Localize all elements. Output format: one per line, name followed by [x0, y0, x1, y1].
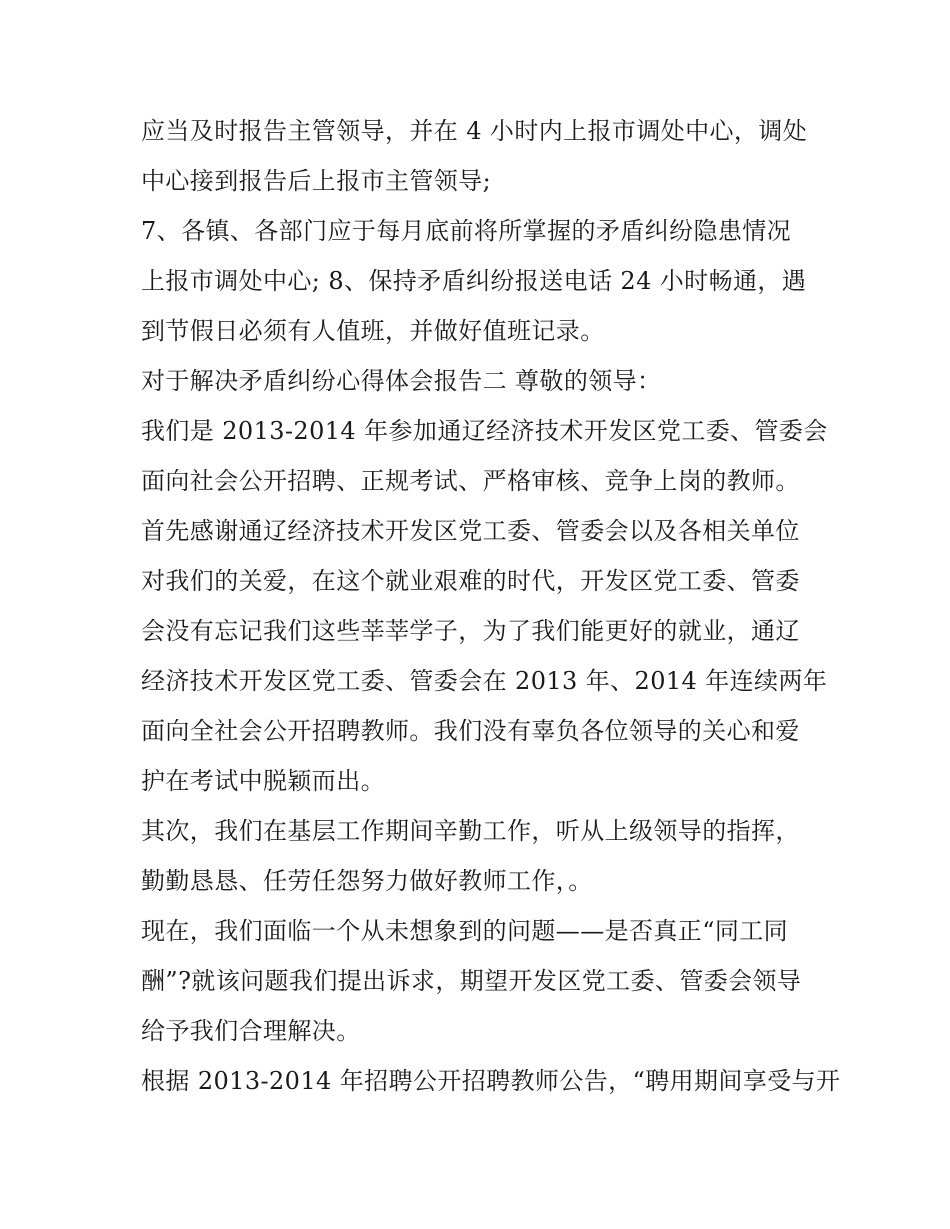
- text-line: 中心接到报告后上报市主管领导;: [141, 167, 492, 195]
- text-line: 酬”?就该问题我们提出诉求，期望开发区党工委、管委会领导: [141, 967, 802, 995]
- text-line: 7、各镇、各部门应于每月底前将所掌握的矛盾纠纷隐患情况: [141, 217, 792, 245]
- text-line: 会没有忘记我们这些莘莘学子，为了我们能更好的就业，通辽: [141, 617, 800, 645]
- text-line: 护在考试中脱颖而出。: [141, 767, 385, 795]
- text-line: 到节假日必须有人值班，并做好值班记录。: [141, 317, 605, 345]
- text-line: 根据 2013-2014 年招聘公开招聘教师公告，“聘用期间享受与开: [141, 1067, 841, 1095]
- document-body: [141, 106, 841, 1106]
- text-line: 我们是 2013-2014 年参加通辽经济技术开发区党工委、管委会: [141, 417, 828, 445]
- text-line: 经济技术开发区党工委、管委会在 2013 年、2014 年连续两年: [141, 667, 828, 695]
- text-line: 现在，我们面临一个从未想象到的问题——是否真正“同工同: [141, 917, 789, 945]
- text-line: 对我们的关爱，在这个就业艰难的时代，开发区党工委、管委: [141, 567, 800, 595]
- text-line: 上报市调处中心; 8、保持矛盾纠纷报送电话 24 小时畅通，遇: [141, 267, 807, 295]
- text-line: 应当及时报告主管领导，并在 4 小时内上报市调处中心，调处: [141, 117, 808, 145]
- text-line: 勤勤恳恳、任劳任怨努力做好教师工作，。: [141, 867, 593, 895]
- text-line: 首先感谢通辽经济技术开发区党工委、管委会以及各相关单位: [141, 517, 800, 545]
- text-line: 给予我们合理解决。: [141, 1017, 361, 1045]
- text-line: 面向社会公开招聘、正规考试、严格审核、竞争上岗的教师。: [141, 467, 800, 495]
- text-line: 面向全社会公开招聘教师。我们没有辜负各位领导的关心和爱: [141, 717, 800, 745]
- section-heading: 对于解决矛盾纠纷心得体会报告二 尊敬的领导：: [141, 367, 662, 395]
- text-line: 其次，我们在基层工作期间辛勤工作，听从上级领导的指挥，: [141, 817, 800, 845]
